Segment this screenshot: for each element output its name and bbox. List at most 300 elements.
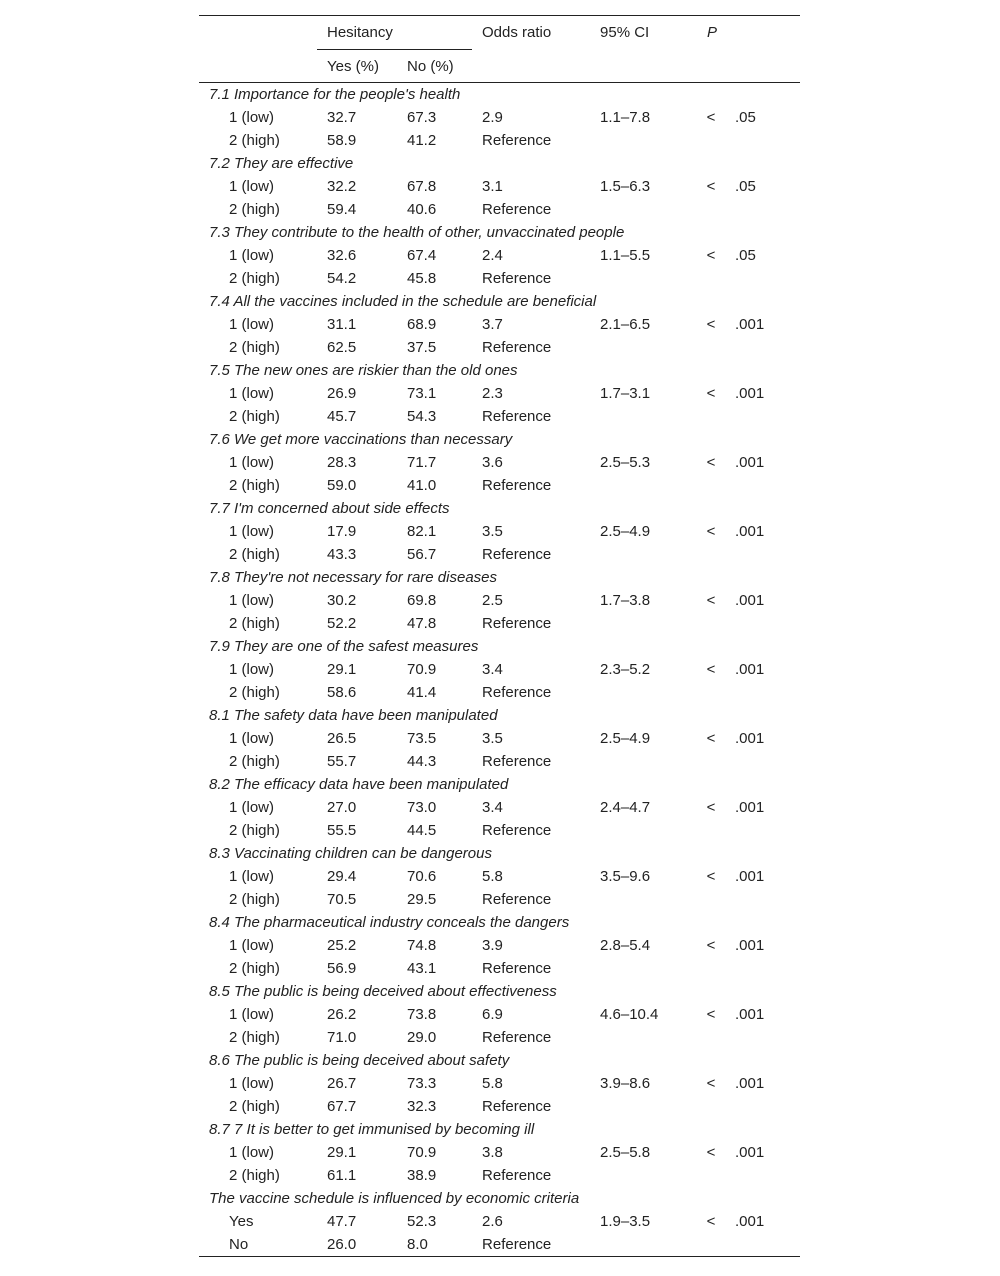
- no-percent: 29.0: [407, 1029, 437, 1046]
- no-percent: 70.6: [407, 868, 437, 885]
- row-label: 1 (low): [229, 937, 275, 954]
- row-label: 2 (high): [229, 615, 280, 632]
- odds-ratio: 2.5: [482, 592, 503, 609]
- confidence-interval: 2.3–5.2: [600, 661, 651, 678]
- p-value: .001: [735, 454, 765, 471]
- p-comparator: <: [706, 1006, 716, 1023]
- table-row: [199, 589, 800, 612]
- no-percent: 73.1: [407, 385, 437, 402]
- yes-percent: 29.1: [327, 1144, 357, 1161]
- row-label: 1 (low): [229, 868, 275, 885]
- yes-percent: 61.1: [327, 1167, 357, 1184]
- p-value: .001: [735, 799, 765, 816]
- table-row: [199, 888, 800, 911]
- row-label: 1 (low): [229, 730, 275, 747]
- no-percent: 74.8: [407, 937, 437, 954]
- p-comparator: [697, 819, 725, 842]
- table-row: [199, 244, 800, 267]
- no-percent: 70.9: [407, 661, 437, 678]
- table-row: [199, 1141, 800, 1164]
- odds-ratio: Reference: [482, 1029, 552, 1046]
- p-comparator: [697, 474, 725, 497]
- row-label: 1 (low): [229, 1144, 275, 1161]
- row-label: 1 (low): [229, 1006, 275, 1023]
- no-percent: 45.8: [407, 270, 437, 287]
- p-comparator: [697, 957, 725, 980]
- confidence-interval: [590, 267, 697, 290]
- section-row: [199, 635, 800, 658]
- p-comparator: [697, 198, 725, 221]
- odds-ratio: 2.3: [482, 385, 503, 402]
- odds-ratio: 3.5: [482, 523, 503, 540]
- yes-percent: 59.4: [327, 201, 357, 218]
- yes-percent: 26.5: [327, 730, 357, 747]
- p-comparator: <: [706, 799, 716, 816]
- section-row: [199, 773, 800, 796]
- section-title: 7.2 They are effective: [209, 155, 354, 172]
- confidence-interval: [590, 543, 697, 566]
- p-value: [725, 1026, 800, 1049]
- row-label: 1 (low): [229, 799, 275, 816]
- header-empty-cell: [199, 16, 317, 50]
- confidence-interval: 1.5–6.3: [600, 178, 651, 195]
- odds-ratio: Reference: [482, 201, 552, 218]
- table-row: [199, 1210, 800, 1233]
- confidence-interval: [590, 888, 697, 911]
- p-value: [725, 819, 800, 842]
- p-value: [725, 1095, 800, 1118]
- confidence-interval: 1.1–7.8: [600, 109, 651, 126]
- p-value: .001: [735, 316, 765, 333]
- row-label: 2 (high): [229, 477, 280, 494]
- p-comparator: [697, 267, 725, 290]
- odds-ratio: Reference: [482, 270, 552, 287]
- row-label: 1 (low): [229, 109, 275, 126]
- confidence-interval: [590, 612, 697, 635]
- row-label: 1 (low): [229, 454, 275, 471]
- section-row: [199, 152, 800, 175]
- p-value: .001: [735, 868, 765, 885]
- confidence-interval: 1.1–5.5: [600, 247, 651, 264]
- table-row: [199, 934, 800, 957]
- p-value: [725, 129, 800, 152]
- p-value: [725, 198, 800, 221]
- confidence-interval: 2.5–5.3: [600, 454, 651, 471]
- yes-percent: 58.9: [327, 132, 357, 149]
- yes-percent: 26.9: [327, 385, 357, 402]
- table-row: [199, 106, 800, 129]
- table-row: [199, 175, 800, 198]
- p-value: .001: [735, 730, 765, 747]
- yes-percent: 28.3: [327, 454, 357, 471]
- p-comparator: <: [706, 385, 716, 402]
- confidence-interval: [590, 1095, 697, 1118]
- row-label: 2 (high): [229, 891, 280, 908]
- p-comparator: [697, 888, 725, 911]
- section-row: [199, 83, 800, 107]
- header-p: P: [697, 16, 800, 50]
- yes-percent: 43.3: [327, 546, 357, 563]
- yes-percent: 27.0: [327, 799, 357, 816]
- section-title: 8.2 The efficacy data have been manipulated: [209, 776, 509, 793]
- table-row: [199, 1164, 800, 1187]
- confidence-interval: [590, 405, 697, 428]
- confidence-interval: 2.4–4.7: [600, 799, 651, 816]
- yes-percent: 29.1: [327, 661, 357, 678]
- header-ci: 95% CI: [590, 16, 697, 50]
- odds-ratio: 5.8: [482, 868, 503, 885]
- p-comparator: <: [706, 316, 716, 333]
- table-row: [199, 1095, 800, 1118]
- section-row: [199, 842, 800, 865]
- section-row: [199, 566, 800, 589]
- confidence-interval: 1.9–3.5: [600, 1213, 651, 1230]
- confidence-interval: [590, 957, 697, 980]
- row-label: 1 (low): [229, 385, 275, 402]
- odds-ratio: 3.4: [482, 799, 503, 816]
- yes-percent: 67.7: [327, 1098, 357, 1115]
- section-row: [199, 1187, 800, 1210]
- yes-percent: 26.0: [317, 1233, 397, 1257]
- table-row: [199, 1233, 800, 1257]
- table-row: [199, 957, 800, 980]
- odds-ratio: Reference: [482, 477, 552, 494]
- no-percent: 82.1: [407, 523, 437, 540]
- confidence-interval: [590, 750, 697, 773]
- no-percent: 67.3: [407, 109, 437, 126]
- section-row: [199, 359, 800, 382]
- p-value: .001: [735, 1144, 765, 1161]
- odds-ratio: Reference: [482, 1098, 552, 1115]
- p-value: [725, 888, 800, 911]
- section-title: 8.5 The public is being deceived about effectiveness: [209, 983, 557, 1000]
- no-percent: 70.9: [407, 1144, 437, 1161]
- no-percent: 29.5: [407, 891, 437, 908]
- p-comparator: <: [706, 1144, 716, 1161]
- p-comparator: <: [706, 1213, 716, 1230]
- section-title: 7.5 The new ones are riskier than the old ones: [209, 362, 518, 379]
- table-body: [199, 83, 800, 1257]
- odds-ratio: 3.1: [482, 178, 503, 195]
- odds-ratio: 2.9: [482, 109, 503, 126]
- section-row: [199, 911, 800, 934]
- yes-percent: 32.2: [327, 178, 357, 195]
- no-percent: 69.8: [407, 592, 437, 609]
- p-value: .001: [735, 661, 765, 678]
- yes-percent: 32.6: [327, 247, 357, 264]
- section-title: 8.6 The public is being deceived about safety: [209, 1052, 510, 1069]
- p-comparator: [697, 543, 725, 566]
- odds-ratio: 2.6: [482, 1213, 503, 1230]
- p-value: [725, 405, 800, 428]
- odds-ratio: Reference: [482, 891, 552, 908]
- header-yes: Yes (%): [317, 50, 397, 83]
- header-row-1: [199, 16, 800, 50]
- section-title: 7.9 They are one of the safest measures: [209, 638, 479, 655]
- no-percent: 56.7: [407, 546, 437, 563]
- row-label: 2 (high): [229, 753, 280, 770]
- header-hesitancy: Hesitancy: [317, 16, 472, 50]
- row-label: 1 (low): [229, 178, 275, 195]
- p-comparator: <: [706, 592, 716, 609]
- p-value: .001: [735, 385, 765, 402]
- row-label: 2 (high): [229, 546, 280, 563]
- p-value: .001: [735, 523, 765, 540]
- confidence-interval: [590, 1026, 697, 1049]
- section-title: 7.6 We get more vaccinations than necessary: [209, 431, 513, 448]
- row-label: 1 (low): [229, 661, 275, 678]
- p-value: .001: [735, 1213, 765, 1230]
- p-value: [725, 750, 800, 773]
- no-percent: 67.4: [407, 247, 437, 264]
- yes-percent: 26.2: [327, 1006, 357, 1023]
- table-row: [199, 819, 800, 842]
- section-title: 8.3 Vaccinating children can be dangerous: [209, 845, 492, 862]
- confidence-interval: 2.5–4.9: [600, 730, 651, 747]
- odds-ratio: Reference: [482, 822, 552, 839]
- row-label: 2 (high): [229, 132, 280, 149]
- table-row: [199, 750, 800, 773]
- table-row: [199, 543, 800, 566]
- row-label: 2 (high): [229, 684, 280, 701]
- row-label: 2 (high): [229, 960, 280, 977]
- no-percent: 73.5: [407, 730, 437, 747]
- row-label: 2 (high): [229, 1167, 280, 1184]
- table-row: [199, 1072, 800, 1095]
- table-row: [199, 451, 800, 474]
- yes-percent: 30.2: [327, 592, 357, 609]
- yes-percent: 25.2: [327, 937, 357, 954]
- confidence-interval: [590, 819, 697, 842]
- confidence-interval: 3.5–9.6: [600, 868, 651, 885]
- confidence-interval: [590, 1233, 697, 1257]
- section-row: [199, 497, 800, 520]
- yes-percent: 58.6: [327, 684, 357, 701]
- row-label: 2 (high): [229, 1029, 280, 1046]
- odds-ratio: Reference: [482, 753, 552, 770]
- confidence-interval: [590, 198, 697, 221]
- no-percent: 73.0: [407, 799, 437, 816]
- odds-ratio: 3.4: [482, 661, 503, 678]
- yes-percent: 59.0: [327, 477, 357, 494]
- p-value: .05: [735, 178, 756, 195]
- no-percent: 41.2: [407, 132, 437, 149]
- yes-percent: 29.4: [327, 868, 357, 885]
- p-comparator: [697, 1164, 725, 1187]
- section-title: 7.1 Importance for the people's health: [209, 86, 461, 103]
- no-percent: 73.3: [407, 1075, 437, 1092]
- table-row: [199, 336, 800, 359]
- row-label: 2 (high): [229, 339, 280, 356]
- odds-ratio: Reference: [482, 1167, 552, 1184]
- p-comparator: <: [706, 661, 716, 678]
- p-value: [725, 543, 800, 566]
- row-label: 1 (low): [229, 316, 275, 333]
- row-label: 2 (high): [229, 270, 280, 287]
- table-row: [199, 129, 800, 152]
- table-row: [199, 313, 800, 336]
- table-row: [199, 267, 800, 290]
- yes-percent: 32.7: [327, 109, 357, 126]
- odds-ratio: 6.9: [482, 1006, 503, 1023]
- p-comparator: <: [706, 868, 716, 885]
- section-title: 8.7 7 It is better to get immunised by becoming ill: [209, 1121, 535, 1138]
- p-comparator: [697, 1233, 725, 1257]
- p-value: [725, 957, 800, 980]
- no-percent: 44.5: [407, 822, 437, 839]
- p-value: .001: [735, 592, 765, 609]
- row-label: 2 (high): [229, 408, 280, 425]
- no-percent: 43.1: [407, 960, 437, 977]
- yes-percent: 52.2: [327, 615, 357, 632]
- row-label: 1 (low): [229, 523, 275, 540]
- odds-ratio: 3.7: [482, 316, 503, 333]
- odds-ratio: Reference: [482, 339, 552, 356]
- row-label: 1 (low): [229, 1075, 275, 1092]
- confidence-interval: [590, 1164, 697, 1187]
- yes-percent: 56.9: [327, 960, 357, 977]
- no-percent: 32.3: [407, 1098, 437, 1115]
- p-comparator: <: [706, 730, 716, 747]
- no-percent: 67.8: [407, 178, 437, 195]
- p-value: [725, 681, 800, 704]
- row-label: No: [199, 1233, 317, 1257]
- section-title: 7.3 They contribute to the health of other, unvaccinated people: [209, 224, 625, 241]
- section-row: [199, 290, 800, 313]
- table-row: [199, 198, 800, 221]
- section-row: [199, 704, 800, 727]
- table-row: [199, 405, 800, 428]
- p-comparator: <: [706, 523, 716, 540]
- yes-percent: 62.5: [327, 339, 357, 356]
- odds-ratio: 3.9: [482, 937, 503, 954]
- row-label: 1 (low): [229, 592, 275, 609]
- confidence-interval: [590, 474, 697, 497]
- confidence-interval: 2.8–5.4: [600, 937, 651, 954]
- no-percent: 44.3: [407, 753, 437, 770]
- p-value: .001: [735, 1075, 765, 1092]
- yes-percent: 31.1: [327, 316, 357, 333]
- section-row: [199, 980, 800, 1003]
- yes-percent: 70.5: [327, 891, 357, 908]
- yes-percent: 45.7: [327, 408, 357, 425]
- header-row-2: [199, 50, 800, 83]
- confidence-interval: 2.1–6.5: [600, 316, 651, 333]
- p-comparator: [697, 1026, 725, 1049]
- p-comparator: [697, 1095, 725, 1118]
- section-title: 8.1 The safety data have been manipulated: [209, 707, 498, 724]
- section-title: 7.7 I'm concerned about side effects: [209, 500, 450, 517]
- table-row: [199, 796, 800, 819]
- odds-ratio: 5.8: [482, 1075, 503, 1092]
- confidence-interval: [590, 129, 697, 152]
- yes-percent: 55.5: [327, 822, 357, 839]
- no-percent: 8.0: [397, 1233, 472, 1257]
- p-comparator: [697, 681, 725, 704]
- odds-ratio: Reference: [482, 960, 552, 977]
- section-title: 8.4 The pharmaceutical industry conceals the dangers: [209, 914, 570, 931]
- yes-percent: 26.7: [327, 1075, 357, 1092]
- table-row: [199, 681, 800, 704]
- yes-percent: 55.7: [327, 753, 357, 770]
- confidence-interval: 1.7–3.1: [600, 385, 651, 402]
- odds-ratio: Reference: [482, 684, 552, 701]
- p-value: [725, 474, 800, 497]
- row-label: Yes: [229, 1213, 254, 1230]
- results-table-container: [199, 15, 800, 1257]
- no-percent: 54.3: [407, 408, 437, 425]
- p-value: .05: [735, 109, 756, 126]
- confidence-interval: 2.5–4.9: [600, 523, 651, 540]
- p-comparator: <: [706, 178, 716, 195]
- table-row: [199, 1026, 800, 1049]
- no-percent: 52.3: [407, 1213, 437, 1230]
- table-row: [199, 474, 800, 497]
- confidence-interval: [590, 681, 697, 704]
- table-row: [199, 382, 800, 405]
- confidence-interval: [590, 336, 697, 359]
- header-odds-ratio: Odds ratio: [472, 16, 590, 50]
- table-row: [199, 865, 800, 888]
- p-value: .05: [735, 247, 756, 264]
- odds-ratio: 3.8: [482, 1144, 503, 1161]
- odds-ratio: Reference: [482, 615, 552, 632]
- confidence-interval: 1.7–3.8: [600, 592, 651, 609]
- odds-ratio: 3.5: [482, 730, 503, 747]
- p-value: .001: [735, 1006, 765, 1023]
- section-row: [199, 428, 800, 451]
- yes-percent: 71.0: [327, 1029, 357, 1046]
- odds-ratio: Reference: [482, 132, 552, 149]
- no-percent: 71.7: [407, 454, 437, 471]
- table-row: [199, 1003, 800, 1026]
- odds-ratio: 2.4: [482, 247, 503, 264]
- p-comparator: <: [706, 1075, 716, 1092]
- p-value: [725, 1164, 800, 1187]
- results-table: [199, 15, 800, 1257]
- odds-ratio: Reference: [482, 546, 552, 563]
- yes-percent: 54.2: [327, 270, 357, 287]
- no-percent: 41.4: [407, 684, 437, 701]
- p-value: [725, 612, 800, 635]
- section-title: 7.8 They're not necessary for rare diseases: [209, 569, 498, 586]
- table-row: [199, 612, 800, 635]
- no-percent: 37.5: [407, 339, 437, 356]
- no-percent: 41.0: [407, 477, 437, 494]
- row-label: 1 (low): [229, 247, 275, 264]
- no-percent: 38.9: [407, 1167, 437, 1184]
- p-value: [725, 267, 800, 290]
- confidence-interval: 2.5–5.8: [600, 1144, 651, 1161]
- p-value: [725, 336, 800, 359]
- confidence-interval: 3.9–8.6: [600, 1075, 651, 1092]
- row-label: 2 (high): [229, 822, 280, 839]
- row-label: 2 (high): [229, 201, 280, 218]
- table-row: [199, 727, 800, 750]
- odds-ratio: Reference: [482, 408, 552, 425]
- p-comparator: <: [706, 454, 716, 471]
- odds-ratio: 3.6: [482, 454, 503, 471]
- table-header: [199, 16, 800, 83]
- p-value: .001: [735, 937, 765, 954]
- p-comparator: [697, 405, 725, 428]
- table-row: [199, 658, 800, 681]
- yes-percent: 17.9: [327, 523, 357, 540]
- section-row: [199, 1049, 800, 1072]
- no-percent: 40.6: [407, 201, 437, 218]
- no-percent: 47.8: [407, 615, 437, 632]
- no-percent: 68.9: [407, 316, 437, 333]
